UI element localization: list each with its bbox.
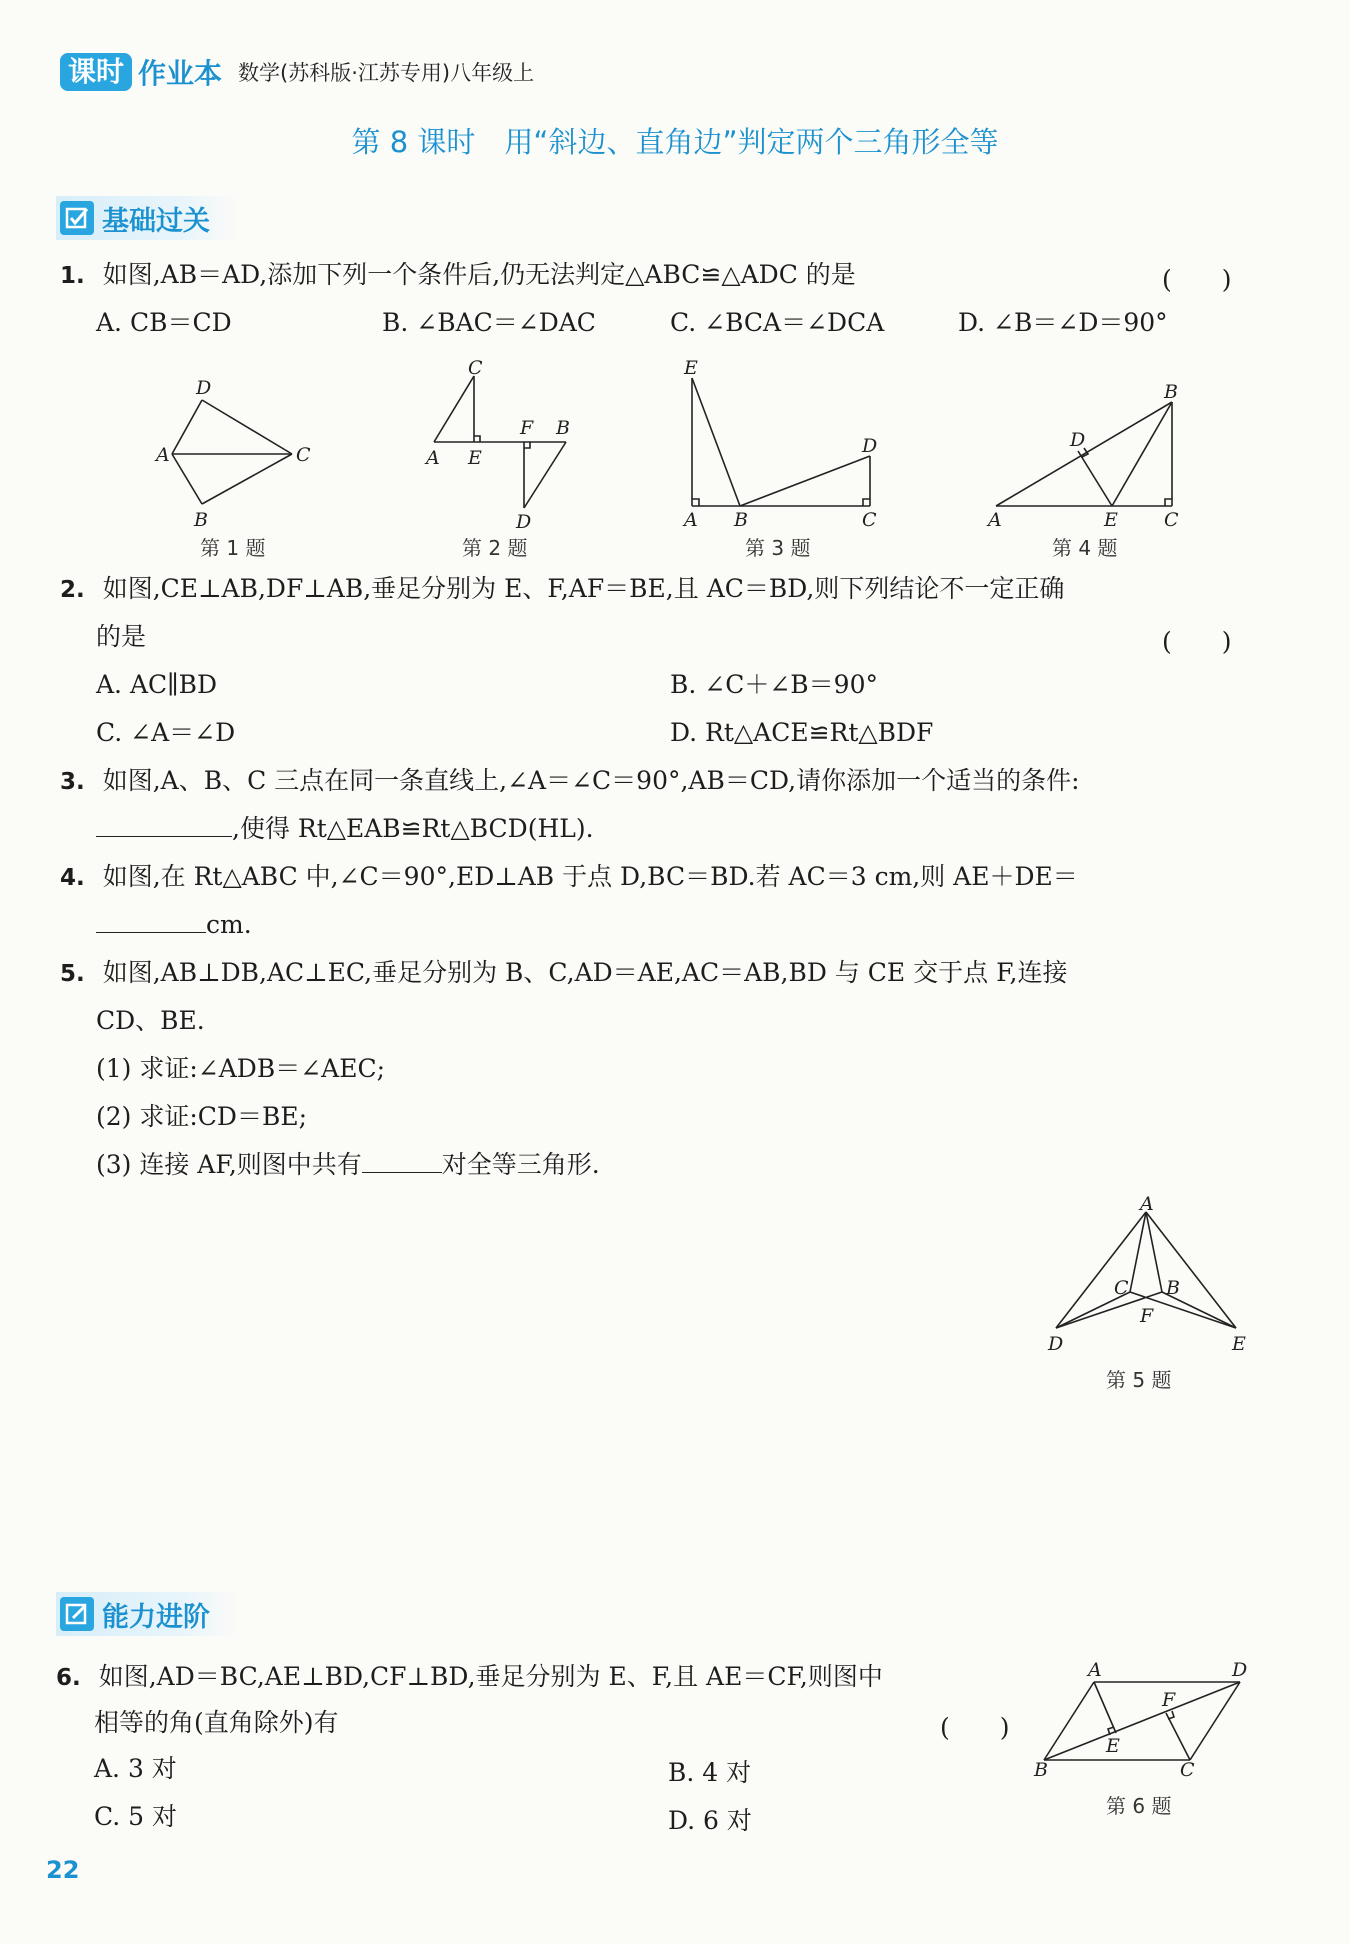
section-basic-title: 基础过关 xyxy=(102,205,210,237)
q1-option-a: A. CB＝CD xyxy=(96,308,232,337)
page-number: 22 xyxy=(46,1856,80,1884)
q5-text-line1: 如图,AB⊥DB,AC⊥EC,垂足分别为 B、C,AD＝AE,AC＝AB,BD 与 CE 交于点 F,连接 xyxy=(102,958,1068,987)
fig2-label-c: C xyxy=(468,357,483,379)
fig2-label-e: E xyxy=(468,447,482,469)
fig5-label-c: C xyxy=(1114,1277,1129,1299)
fig3-label-e: E xyxy=(684,357,698,379)
fig1-label-b: B xyxy=(194,509,208,528)
fig4-label-d: D xyxy=(1070,429,1086,451)
fig6-label-f: F xyxy=(1162,1689,1176,1711)
q2-text-line1: 如图,CE⊥AB,DF⊥AB,垂足分别为 E、F,AF＝BE,且 AC＝BD,则下列结论不一定正确 xyxy=(102,574,1065,603)
fig1-label-a: A xyxy=(156,444,170,466)
q4-line2 xyxy=(96,908,252,942)
q5-sub1: (1) 求证:∠ADB＝∠AEC; xyxy=(96,1054,386,1083)
q2-option-c: C. ∠A＝∠D xyxy=(96,718,236,747)
q6-option-c: C. 5 对 xyxy=(94,1802,177,1831)
fig2-label-d: D xyxy=(516,511,532,532)
q3-number: 3. xyxy=(60,769,85,795)
q5-answer-blank[interactable] xyxy=(362,1150,442,1173)
q2-answer-paren: ( ) xyxy=(1162,627,1232,656)
figure-1 xyxy=(150,378,330,528)
fig3-label-b: B xyxy=(734,509,748,531)
figure-4 xyxy=(982,378,1192,532)
q6-text-line1: 如图,AD＝BC,AE⊥BD,CF⊥BD,垂足分别为 E、F,且 AE＝CF,则图中 xyxy=(98,1662,883,1691)
pencil-note-icon xyxy=(60,1597,94,1631)
q5-sub3-before: (3) 连接 AF,则图中共有 xyxy=(96,1150,362,1179)
figure-2 xyxy=(418,356,588,532)
fig6-label-b: B xyxy=(1034,1759,1048,1778)
fig3-label-a: A xyxy=(684,509,698,531)
q2-stem xyxy=(60,572,1064,607)
q6-number: 6. xyxy=(56,1665,81,1691)
header xyxy=(60,52,534,92)
q1-stem xyxy=(60,258,856,293)
figure-6 xyxy=(1030,1656,1260,1778)
fig5-label-f: F xyxy=(1140,1305,1154,1327)
q5-sub2: (2) 求证:CD＝BE; xyxy=(96,1102,307,1131)
checkbox-icon xyxy=(60,201,94,235)
q2-text-line2: 的是 xyxy=(96,622,147,651)
fig2-caption: 第 2 题 xyxy=(462,536,528,560)
q6-text-line2: 相等的角(直角除外)有 xyxy=(94,1708,339,1737)
q5-number: 5. xyxy=(60,961,85,987)
lesson-title: 第 8 课时 用“斜边、直角边”判定两个三角形全等 xyxy=(351,125,999,159)
fig4-label-a: A xyxy=(988,509,1002,531)
fig2-label-b: B xyxy=(556,417,570,439)
q1-text: 如图,AB＝AD,添加下列一个条件后,仍无法判定△ABC≌△ADC 的是 xyxy=(102,260,856,289)
fig5-label-e: E xyxy=(1232,1333,1246,1355)
fig1-label-c: C xyxy=(296,444,311,466)
fig6-label-c: C xyxy=(1180,1759,1195,1778)
q2-number: 2. xyxy=(60,577,85,603)
subject-line: 数学(苏科版·江苏专用)八年级上 xyxy=(238,61,535,85)
q1-option-c: C. ∠BCA＝∠DCA xyxy=(670,308,885,337)
q5-sub3 xyxy=(96,1148,600,1182)
q3-text-line2: ,使得 Rt△EAB≌Rt△BCD(HL). xyxy=(232,814,594,843)
fig5-caption: 第 5 题 xyxy=(1106,1368,1172,1392)
q4-text-line1: 如图,在 Rt△ABC 中,∠C＝90°,ED⊥AB 于点 D,BC＝BD.若 AC＝3 cm,则 AE＋DE＝ xyxy=(102,862,1078,891)
fig4-label-e: E xyxy=(1104,509,1118,531)
logo-text: 课时 xyxy=(68,55,125,88)
q6-option-b: B. 4 对 xyxy=(668,1758,752,1787)
series-name: 作业本 xyxy=(138,57,223,90)
section-basic xyxy=(56,196,238,240)
q4-answer-blank[interactable] xyxy=(96,910,206,933)
logo-badge xyxy=(60,53,132,91)
q3-stem xyxy=(60,764,1080,799)
figure-5 xyxy=(1036,1196,1256,1356)
fig2-label-a: A xyxy=(426,447,440,469)
q1-option-d: D. ∠B＝∠D＝90° xyxy=(958,308,1168,337)
fig1-label-d: D xyxy=(196,378,212,399)
q3-answer-blank[interactable] xyxy=(96,814,232,837)
q1-answer-paren: ( ) xyxy=(1162,265,1232,294)
fig3-label-c: C xyxy=(862,509,877,531)
fig6-label-e: E xyxy=(1106,1735,1120,1757)
figure-3 xyxy=(670,352,890,532)
q4-stem xyxy=(60,860,1078,895)
section-advanced-title: 能力进阶 xyxy=(102,1601,210,1633)
fig3-label-d: D xyxy=(862,435,878,457)
fig6-label-d: D xyxy=(1232,1659,1248,1681)
q4-number: 4. xyxy=(60,865,85,891)
fig5-label-d: D xyxy=(1048,1333,1064,1355)
fig5-label-a: A xyxy=(1140,1196,1154,1215)
q3-text-line1: 如图,A、B、C 三点在同一条直线上,∠A＝∠C＝90°,AB＝CD,请你添加一个适当的条件: xyxy=(102,766,1080,795)
q5-text-line2: CD、BE. xyxy=(96,1006,205,1035)
fig3-caption: 第 3 题 xyxy=(745,536,811,560)
q6-option-d: D. 6 对 xyxy=(668,1806,752,1835)
q2-option-b: B. ∠C＋∠B＝90° xyxy=(670,670,878,699)
q6-answer-paren: ( ) xyxy=(940,1713,1010,1742)
q6-option-a: A. 3 对 xyxy=(94,1754,177,1783)
fig6-caption: 第 6 题 xyxy=(1106,1794,1172,1818)
q5-stem xyxy=(60,956,1067,991)
fig4-label-c: C xyxy=(1164,509,1179,531)
fig5-label-b: B xyxy=(1166,1277,1180,1299)
fig2-label-f: F xyxy=(520,417,534,439)
q5-sub3-after: 对全等三角形. xyxy=(441,1150,600,1179)
q2-option-d: D. Rt△ACE≌Rt△BDF xyxy=(670,718,934,747)
q3-line2 xyxy=(96,812,594,846)
q1-number: 1. xyxy=(60,263,85,289)
q2-option-a: A. AC∥BD xyxy=(96,670,218,699)
fig6-label-a: A xyxy=(1088,1659,1102,1681)
fig4-label-b: B xyxy=(1164,381,1178,403)
fig1-caption: 第 1 题 xyxy=(200,536,266,560)
q4-text-line2: cm. xyxy=(206,910,252,939)
fig4-caption: 第 4 题 xyxy=(1052,536,1118,560)
q6-stem xyxy=(56,1660,883,1695)
section-advanced xyxy=(56,1592,238,1636)
q1-option-b: B. ∠BAC＝∠DAC xyxy=(382,308,596,337)
